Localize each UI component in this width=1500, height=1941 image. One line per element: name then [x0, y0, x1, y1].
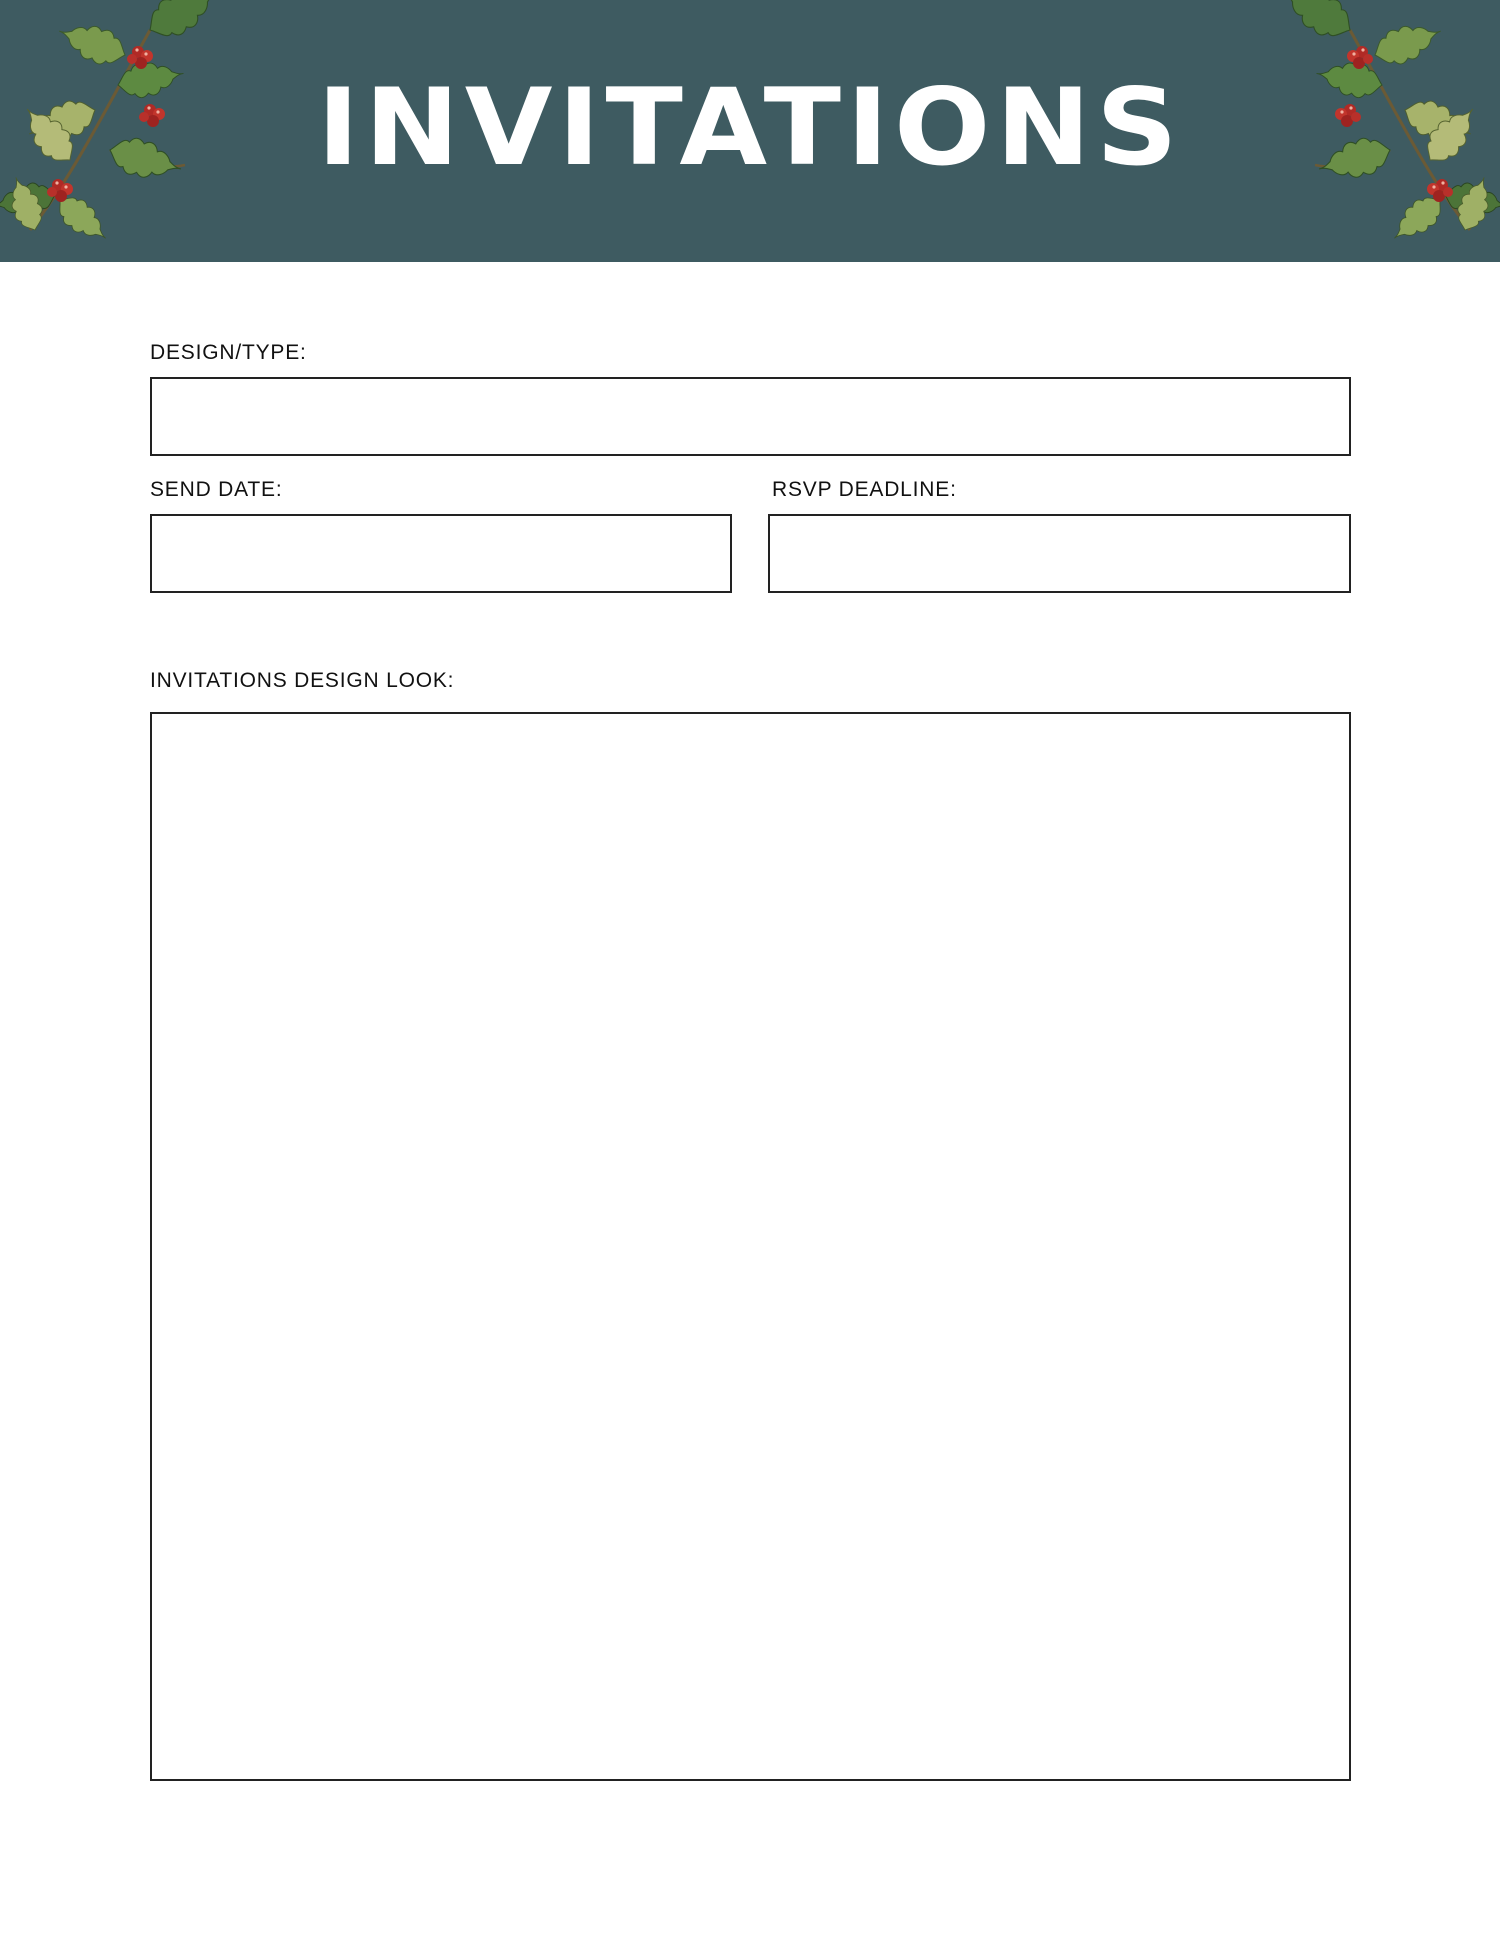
design-look-label: INVITATIONS DESIGN LOOK:: [150, 669, 455, 692]
design-type-field[interactable]: [150, 377, 1351, 456]
page-title: INVITATIONS: [316, 66, 1184, 189]
rsvp-deadline-label: RSVP DEADLINE:: [772, 478, 957, 501]
design-look-area[interactable]: [150, 712, 1351, 1781]
send-date-field[interactable]: [150, 514, 732, 593]
rsvp-deadline-field[interactable]: [768, 514, 1351, 593]
design-type-label: DESIGN/TYPE:: [150, 341, 307, 364]
page-header: [0, 0, 1500, 262]
send-date-label: SEND DATE:: [150, 478, 283, 501]
holly-sprig-icon: [1280, 0, 1500, 245]
